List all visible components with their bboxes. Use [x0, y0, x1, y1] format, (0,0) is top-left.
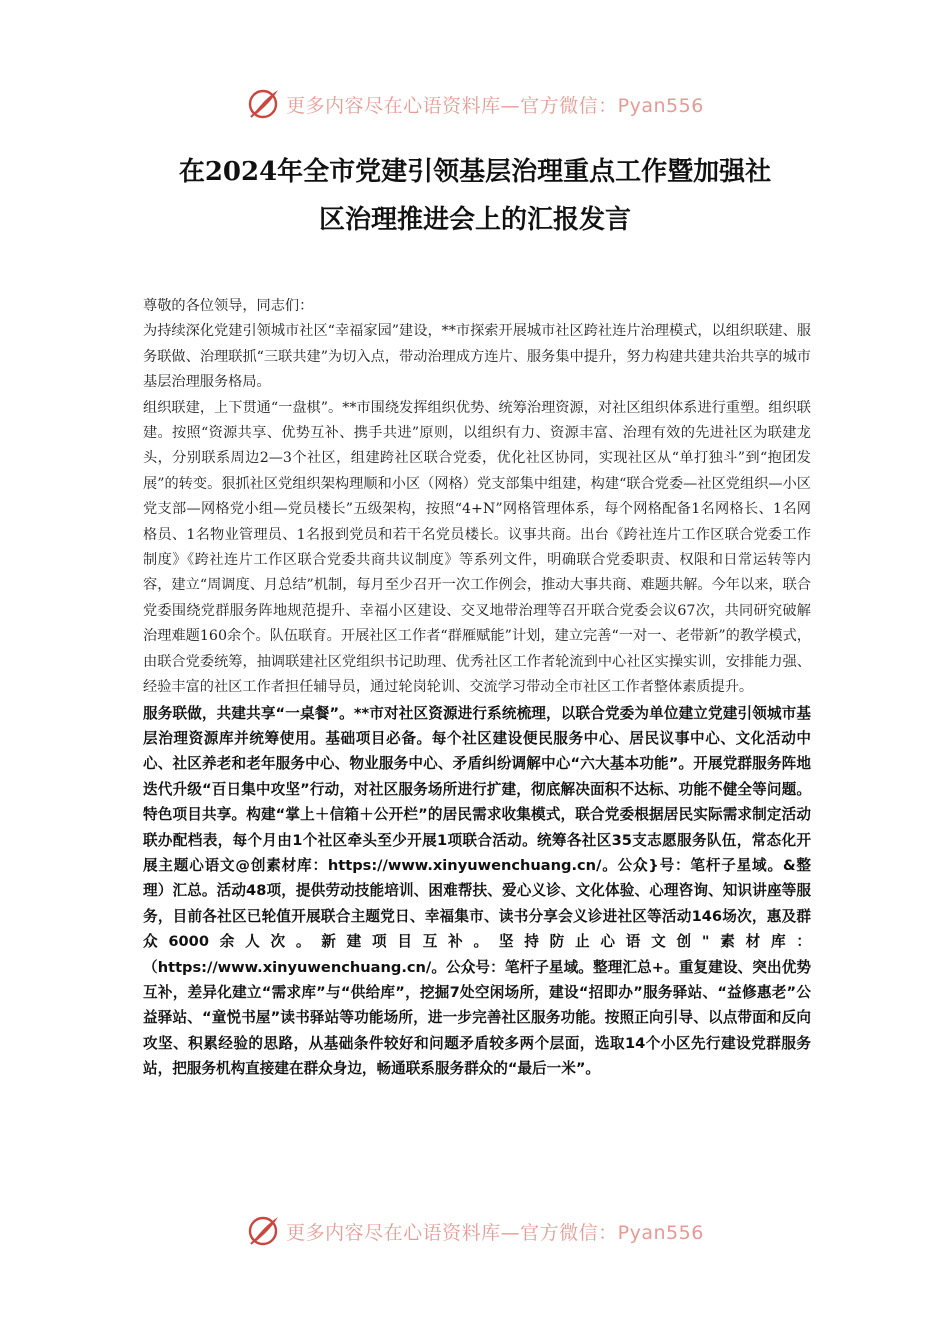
header-banner — [0, 84, 950, 124]
document-body — [143, 294, 811, 1082]
footer-banner-text: 更多内容尽在心语资料库—官方微信：Pyan556 — [286, 1221, 704, 1244]
footer-banner — [0, 1211, 950, 1251]
quill-logo-icon — [246, 86, 282, 122]
quill-logo-icon — [246, 1213, 282, 1249]
paragraph-intro: 为持续深化党建引领城市社区“幸福家园”建设，**市探索开展城市社区跨社连片治理模式，以组织联建、服务联做、治理联抓“三联共建”为切入点，带动治理成方连片、服务集中提升，努力构建共建共治共享的城市基层治理服务格局。 — [143, 323, 811, 391]
paragraph-service: 服务联做，共建共享“一桌餐”。**市对社区资源进行系统梳理，以联合党委为单位建立党建引领城市基层治理资源库并统筹使用。基础项目必备。每个社区建设便民服务中心、居民议事中心、文化活动中心、社区养老和老年服务中心、物业服务中心、矛盾纠纷调解中心“六大基本功能”。开展党群服务阵地迭代升级“百日集中攻坚”行动，对社区服务场所进行扩建，彻底解决面积不达标、功能不健全等问题。特色项目共享。构建“掌上＋信箱＋公开栏”的居民需求收集模式，联合党委根据居民实际需求制定活动联办配档表，每个月由1个社区牵头至少开展1项联合活动。统筹各社区35支志愿服务队伍，常态化开展主题心语文@创素材库：https://www.xinyuwenchuang.cn/。公众}号：笔杆子星域。&整理）汇总。活动48项，提供劳动技能培训、困难帮扶、爱心义诊、文化体验、心理咨询、知识讲座等服务，目前各社区已轮值开展联合主题党日、幸福集市、读书分享会义诊进社区等活动146场次，惠及群众6000余人次。新建项目互补。坚持防止心语文创"素材库：（https://www.xinyuwenchuang.cn/。公众号：笔杆子星域。整理汇总+。重复建设、突出优势互补，差异化建立“需求库”与“供给库”，挖掘7处空闲场所，建设“招即办”服务驿站、“益修惠老”公益驿站、“童悦书屋”读书驿站等功能场所，进一步完善社区服务功能。按照正向引导、以点带面和反向攻坚、积累经验的思路，从基础条件较好和问题矛盾较多两个层面，选取14个小区先行建设党群服务站，把服务机构直接建在群众身边，畅通联系服务群众的“最后一米”。 — [143, 704, 811, 1078]
page-title — [130, 148, 820, 244]
header-banner-text: 更多内容尽在心语资料库—官方微信：Pyan556 — [286, 94, 704, 117]
greeting: 尊敬的各位领导，同志们： — [143, 298, 314, 314]
title-line-1: 在2024年全市党建引领基层治理重点工作暨加强社 — [178, 157, 772, 187]
title-line-2: 区治理推进会上的汇报发言 — [318, 205, 631, 235]
paragraph-organization: 组织联建，上下贯通“一盘棋”。**市围绕发挥组织优势、统筹治理资源，对社区组织体系进行重塑。组织联建。按照“资源共享、优势互补、携手共进”原则，以组织有力、资源丰富、治理有效的先进社区为联建龙头，分别联系周边2—3个社区，组建跨社区联合党委，优化社区协同，实现社区从“单打独斗”到“抱团发展”的转变。狠抓社区党组织架构理顺和小区（网格）党支部集中组建，构建“联合党委—社区党组织—小区党支部—网格党小组—党员楼长”五级架构，按照“4+N”网格管理体系，每个网格配备1名网格长、1名网格员、1名物业管理员、1名报到党员和若干名党员楼长。议事共商。出台《跨社连片工作区联合党委工作制度》《跨社连片工作区联合党委共商共议制度》等系列文件，明确联合党委职责、权限和日常运转等内容，建立“周调度、月总结”机制，每月至少召开一次工作例会，推动大事共商、难题共解。今年以来，联合党委围绕党群服务阵地规范提升、幸福小区建设、交叉地带治理等召开联合党委会议67次，共同研究破解治理难题160余个。队伍联育。开展社区工作者“群雁赋能”计划，建立完善“一对一、老带新”的教学模式，由联合党委统筹，抽调联建社区党组织书记助理、优秀社区工作者轮流到中心社区实操实训，安排能力强、经验丰富的社区工作者担任辅导员，通过轮岗轮训、交流学习带动全市社区工作者整体素质提升。 — [143, 399, 811, 696]
